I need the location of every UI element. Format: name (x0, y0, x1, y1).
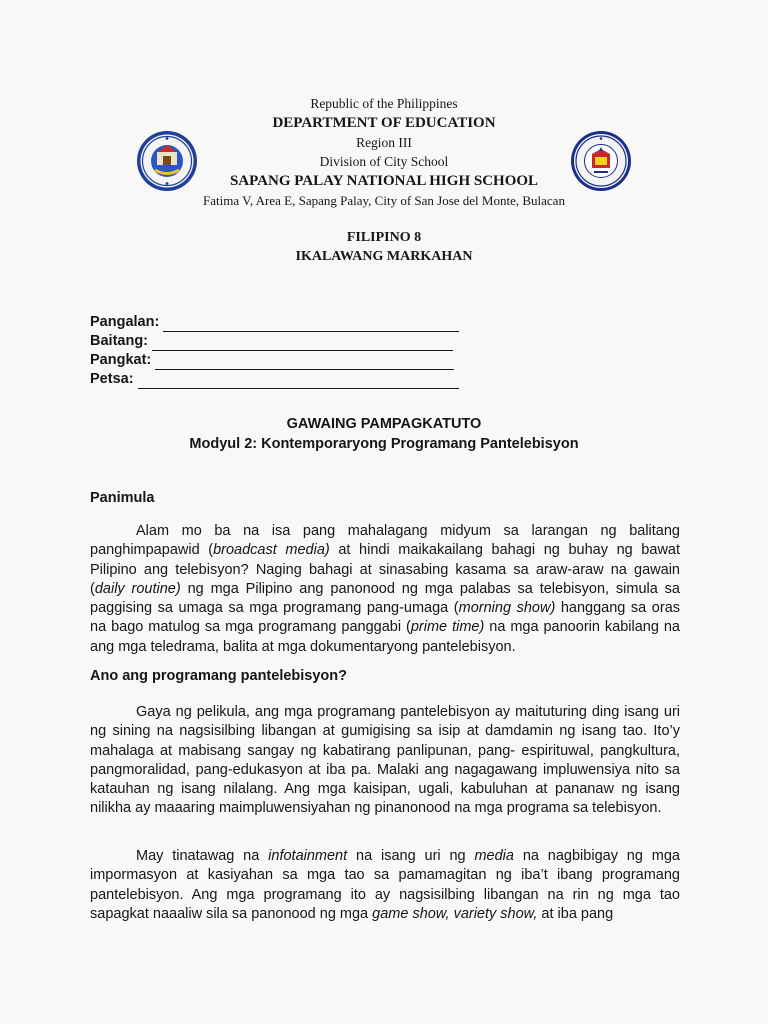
module-subtitle: Modyul 2: Kontemporaryong Programang Pantelebisyon (189, 436, 579, 452)
field-date[interactable] (90, 370, 510, 389)
letterhead (0, 94, 768, 210)
blank-line[interactable] (163, 317, 459, 332)
italic-term: game show, variety show, (372, 905, 538, 922)
italic-term: infotainment (268, 848, 348, 864)
field-name[interactable] (90, 313, 510, 332)
italic-term: broadcast media) (213, 542, 330, 559)
text-run: at hindi maikakailang bahagi ng buhay ng bawat Pilipino ang telebisyon? Naging bahagi at sinasabing kasama sa araw-araw na gawain ( (90, 542, 681, 597)
field-label: Pangalan: (90, 314, 160, 330)
text-run: Gaya ng pelikula, ang mga programang pantelebisyon ay maituturing ding isang uri ng sining na nagsisilbing libangan at gumigising sa isip at damdamin ng isang tao. Ito’y mahalaga at mabisang sangay ng kabatirang panlipunan, pang- espirituwal, pangkultura, pangmoralidad, pang-edukasyon at iba pa. Malaki ang nagagawang impluwensiya nito sa katauhan ng isang nilalang. Ang mga kaisipan, ugali, kabuluhan at pananaw ng isang nilikha ay maaaring maimpluwensiyahan ng pinanonood na mga programa sa telebisyon. (90, 704, 680, 817)
module-title-block (0, 414, 768, 454)
field-label: Baitang: (90, 333, 148, 349)
field-label: Pangkat: (90, 352, 152, 368)
section-heading-question: Ano ang programang pantelebisyon? (90, 668, 347, 684)
quarter-title: IKALAWANG MARKAHAN (295, 249, 473, 264)
paragraph-intro (90, 522, 680, 657)
italic-term: morning show) (458, 600, 556, 617)
section-heading-panimula: Panimula (90, 490, 155, 506)
subject-block (0, 228, 768, 266)
school-name: SAPANG PALAY NATIONAL HIGH SCHOOL (229, 173, 539, 189)
department-name: DEPARTMENT OF EDUCATION (272, 115, 496, 131)
text-run: na nagbibigay ng mga impormasyon at kasiyahan sa mga tao sa pamamagitan ng iba’t ibang programang pantelebisyon. Ang mga programang ito ay nagsisilbing libangan na rin ng mga tao sapagkat naaaliw sila sa panonood ng mga (90, 848, 680, 922)
italic-term: prime time) (410, 619, 485, 636)
module-title: GAWAING PAMPAGKATUTO (286, 416, 482, 432)
field-grade[interactable] (90, 332, 510, 351)
italic-term: daily routine) (94, 580, 181, 597)
blank-line[interactable] (138, 374, 459, 389)
paragraph-definition (90, 703, 680, 819)
text-run: Alam mo ba na isa pang mahalagang midyum sa larangan ng balitang panghimpapawid ( (90, 523, 680, 559)
text-run: at iba pang (537, 905, 614, 922)
text-run: na isang uri ng (347, 848, 475, 864)
text-run: na mga panoorin kabilang na ang mga teledrama, balita at mga dokumentaryong pantelebisyon. (90, 619, 680, 655)
text-run: ng mga Pilipino ang panonood ng mga palabas sa telebisyon, simula sa paggising sa umaga sa mga programang pang-umaga ( (90, 580, 680, 617)
course-title: FILIPINO 8 (346, 230, 422, 245)
text-run: hanggang sa oras na bago matulog sa mga programang panggabi ( (90, 600, 681, 636)
field-label: Petsa: (90, 371, 134, 387)
region-line: Region III (356, 135, 412, 150)
student-info-fields (90, 313, 510, 389)
field-section[interactable] (90, 351, 510, 370)
republic-line: Republic of the Philippines (310, 96, 458, 111)
paragraph-infotainment (90, 847, 680, 924)
blank-line[interactable] (152, 336, 453, 351)
blank-line[interactable] (155, 355, 454, 370)
italic-term: media (474, 848, 514, 864)
school-address: Fatima V, Area E, Sapang Palay, City of San Jose del Monte, Bulacan (203, 193, 565, 208)
division-line: Division of City School (319, 154, 449, 169)
text-run: May tinatawag na (136, 848, 269, 864)
